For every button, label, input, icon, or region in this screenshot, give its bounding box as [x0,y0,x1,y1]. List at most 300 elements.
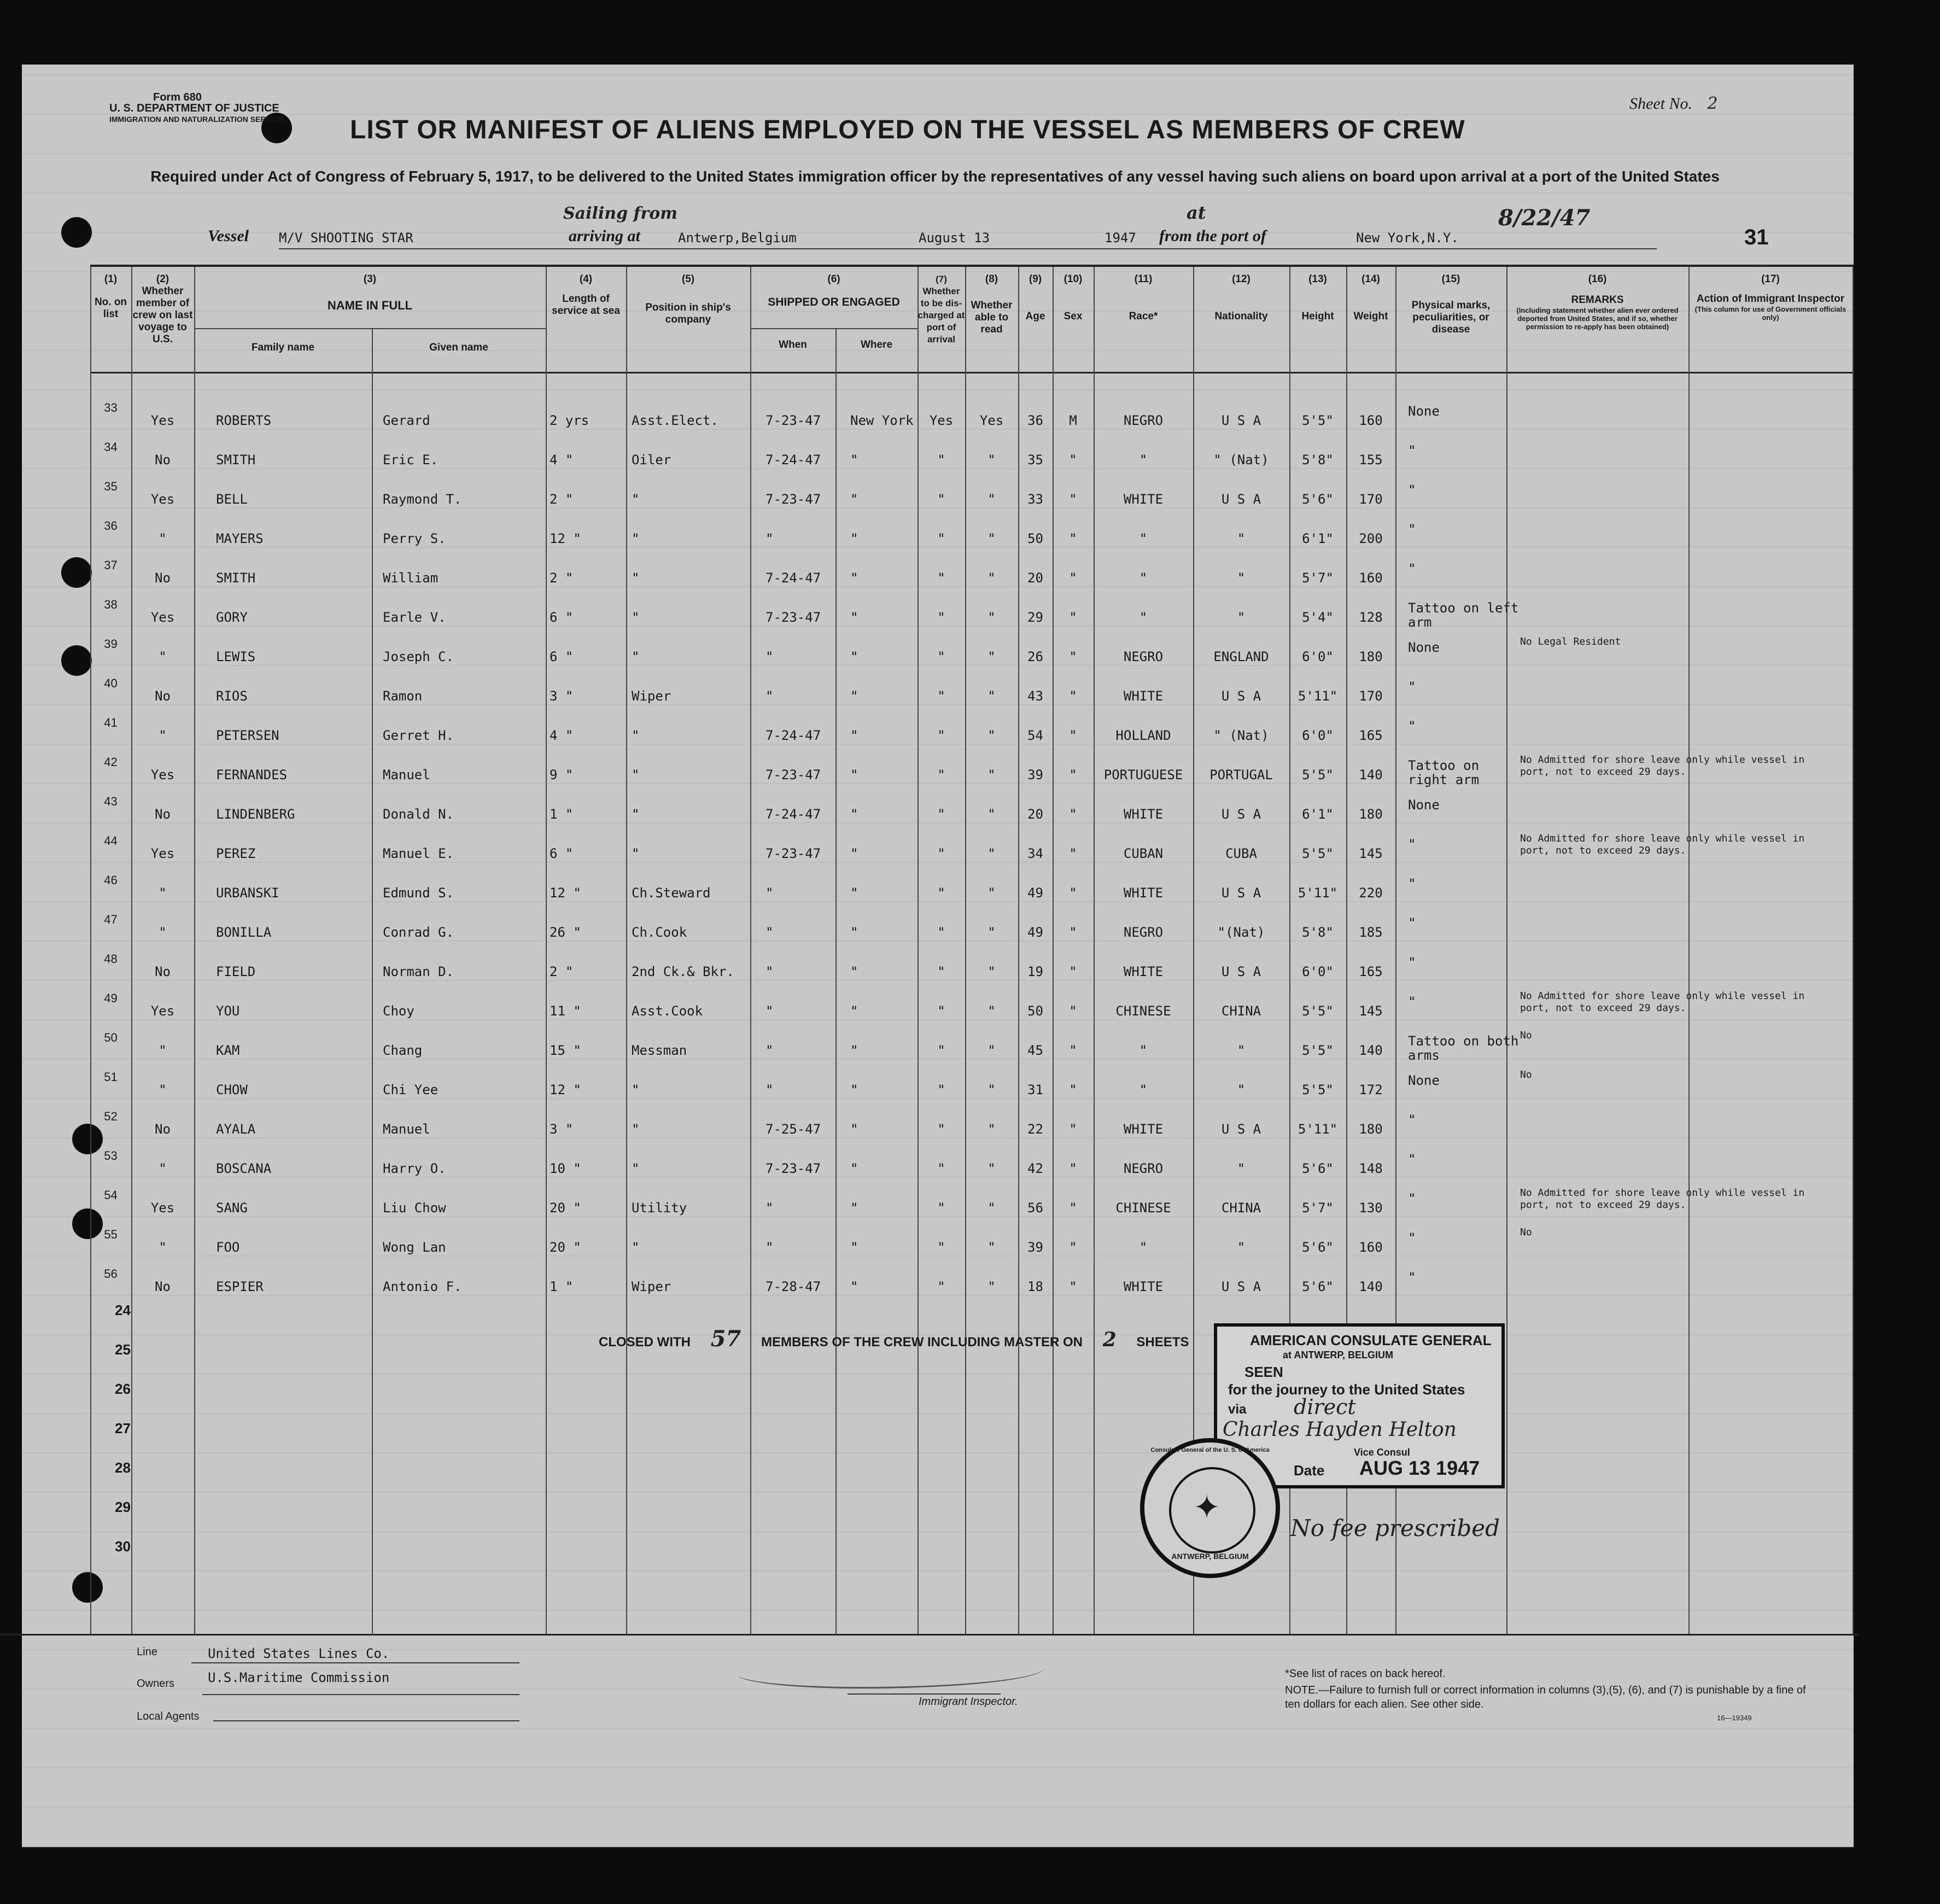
cell-where: " [850,1122,858,1137]
cell-position: " [632,1161,640,1176]
cell-sex: " [1069,570,1077,586]
cell-length: 12 " [550,885,581,901]
table-top-border [90,265,1854,267]
cell-weight: 140 [1359,1043,1383,1058]
cell-family: SANG [216,1200,248,1216]
cell-disch: " [937,531,945,546]
col-header-2 [131,273,194,346]
agents-label: Local Agents [137,1710,200,1722]
cell-height: 6'1" [1302,807,1334,822]
cell-sex: " [1069,492,1077,507]
cell-no: 48 [104,952,118,966]
cell-read: " [987,688,996,704]
cell-given: Earle V. [383,610,446,625]
cell-age: 54 [1027,728,1043,743]
col-header-13 [1289,273,1346,323]
cell-family: ESPIER [216,1279,264,1294]
cell-length: 4 " [550,728,574,743]
cell-marks: " [1408,994,1416,1009]
footer-owners [137,1670,519,1690]
cell-sex: " [1069,531,1077,546]
cell-last: " [159,925,167,940]
department: U. S. DEPARTMENT OF JUSTICE [109,102,279,114]
cell-sex: " [1069,1279,1077,1294]
cell-where: " [850,688,858,704]
cell-nat: " [1237,570,1246,586]
cell-marks: None [1408,1073,1440,1088]
cell-last: " [159,1240,167,1255]
cell-when: 7-24-47 [766,452,821,468]
cell-race: " [1139,531,1148,546]
cell-no: 39 [104,637,118,651]
cell-length: 2 " [550,570,574,586]
cell-family: FOO [216,1240,240,1255]
cell-weight: 200 [1359,531,1383,546]
cell-family: PEREZ [216,846,256,861]
cell-when: 7-25-47 [766,1122,821,1137]
cell-last: No [155,807,171,822]
col-number: (4) [579,273,593,285]
cell-given: Raymond T. [383,492,462,507]
cell-marks: None [1408,640,1440,655]
table-row [90,1066,1854,1105]
cell-read: " [987,767,996,782]
form-number: Form 680 [153,91,202,103]
cell-sex: " [1069,1043,1077,1058]
cell-nat: U S A [1221,688,1261,704]
cell-age: 49 [1027,885,1043,901]
cell-remark: No Admitted for shore leave only while vessel in port, not to exceed 29 days. [1520,833,1805,856]
cell-when: " [766,531,774,546]
col-number: (15) [1441,273,1460,285]
col-header-6 [750,273,918,308]
cell-race: " [1139,1082,1148,1097]
table-row [90,1263,1854,1302]
cell-where: " [850,570,858,586]
cell-marks: " [1408,482,1416,498]
table-row [90,1144,1854,1184]
stamp-line1: AMERICAN CONSULATE GENERAL [1250,1332,1492,1348]
cell-sex: " [1069,452,1077,468]
cell-given: Harry O. [383,1161,446,1176]
cell-nat: " [1237,531,1246,546]
cell-no: 50 [104,1031,118,1044]
cell-last: " [159,728,167,743]
cell-family: SMITH [216,570,256,586]
table-row [90,1026,1854,1066]
cell-read: " [987,610,996,625]
stamp-vice-consul: Vice Consul [1354,1447,1410,1458]
header-weight: Weight [1353,311,1388,322]
cell-where: " [850,885,858,901]
cell-disch: " [937,1279,945,1294]
cell-when: " [766,925,774,940]
sheet-number [1629,94,1718,113]
table-row [90,987,1854,1026]
cell-height: 5'4" [1302,610,1334,625]
cell-read: Yes [979,413,1004,428]
cell-height: 5'8" [1302,925,1334,940]
cell-sex: " [1069,610,1077,625]
col-number: (1) [104,273,118,285]
header-length-service: Length of service at sea [552,293,620,317]
cell-weight: 172 [1359,1082,1383,1097]
cell-height: 5'5" [1302,1043,1334,1058]
stamp-via-value: direct [1294,1395,1356,1419]
stamp-seen: SEEN [1244,1364,1283,1380]
table-row [90,830,1854,869]
cell-age: 35 [1027,452,1043,468]
col-number: (10) [1064,273,1083,285]
cell-no: 53 [104,1149,118,1163]
sheet-label: Sheet No. [1629,95,1692,113]
cell-given: Chang [383,1043,423,1058]
cell-family: GORY [216,610,248,625]
cell-race: CUBAN [1123,846,1164,861]
cell-where: " [850,1003,858,1019]
cell-age: 39 [1027,1240,1043,1255]
cell-given: Chi Yee [383,1082,439,1097]
cell-sex: " [1069,1122,1077,1137]
header-position: Position in ship's company [645,302,731,325]
table-row [90,672,1854,711]
cell-when: " [766,649,774,664]
cell-race: WHITE [1123,885,1164,901]
cell-family: BELL [216,492,248,507]
cell-given: Ramon [383,688,423,704]
cell-race: CHINESE [1115,1200,1171,1216]
cell-read: " [987,1240,996,1255]
empty-row-number: 30 [115,1538,131,1555]
table-row [90,1184,1854,1223]
cell-position: Ch.Cook [632,925,687,940]
cell-given: Joseph C. [383,649,454,664]
col-header-where: Where [860,339,893,351]
cell-position: Asst.Cook [632,1003,703,1019]
cell-disch: " [937,610,945,625]
cell-family: BOSCANA [216,1161,272,1176]
cell-disch: " [937,1003,945,1019]
cell-read: " [987,1200,996,1216]
cell-disch: " [937,1161,945,1176]
cell-age: 50 [1027,531,1043,546]
cell-weight: 180 [1359,649,1383,664]
cell-length: 10 " [550,1161,581,1176]
cell-last: Yes [150,492,175,507]
cell-marks: " [1408,837,1416,852]
cell-length: 20 " [550,1200,581,1216]
cell-remark: No Admitted for shore leave only while vessel in port, not to exceed 29 days. [1520,754,1805,778]
cell-height: 5'6" [1302,1240,1334,1255]
punch-hole [61,557,92,588]
col-header-5 [626,273,750,326]
cell-disch: " [937,1082,945,1097]
cell-family: ROBERTS [216,413,272,428]
cell-family: BONILLA [216,925,272,940]
cell-length: 4 " [550,452,574,468]
cell-remark: No [1520,1030,1532,1041]
owners-label: Owners [137,1678,174,1690]
cell-no: 34 [104,440,118,454]
cell-family: SMITH [216,452,256,468]
cell-sex: " [1069,964,1077,979]
cell-where: " [850,925,858,940]
cell-where: " [850,649,858,664]
cell-height: 5'5" [1302,767,1334,782]
cell-nat: U S A [1221,1122,1261,1137]
cell-weight: 148 [1359,1161,1383,1176]
col-header-10 [1053,273,1094,323]
cell-sex: " [1069,649,1077,664]
vice-consul-signature: Charles Hayden Helton [1223,1418,1457,1441]
cell-nat: PORTUGAL [1209,767,1273,782]
closing-line [599,1326,1189,1352]
cell-read: " [987,807,996,822]
vessel-name: M/V SHOOTING STAR [279,230,413,246]
col-number: (17) [1761,273,1780,285]
cell-given: Gerard [383,413,430,428]
col-header-3 [194,273,546,312]
cell-nat: U S A [1221,885,1261,901]
cell-position: Wiper [632,688,671,704]
cell-weight: 140 [1359,767,1383,782]
header-nationality: Nationality [1214,311,1268,322]
cell-read: " [987,452,996,468]
cell-disch: Yes [929,413,954,428]
cell-length: 11 " [550,1003,581,1019]
col-number: (12) [1232,273,1251,285]
cell-nat: ENGLAND [1213,649,1269,664]
inspector-underline [848,1693,1001,1695]
shipped-subheader-line [750,328,918,329]
cell-remark: No Admitted for shore leave only while vessel in port, not to exceed 29 days. [1520,990,1805,1014]
header-bottom-border [90,372,1854,373]
inspector-label: Immigrant Inspector. [919,1696,1018,1708]
cell-position: " [632,767,640,782]
header-race: Race* [1129,311,1158,322]
cell-race: WHITE [1123,964,1164,979]
cell-given: Wong Lan [383,1240,446,1255]
seal-text-top: Consulate General of the U. S. of America [1150,1447,1270,1453]
cell-disch: " [937,570,945,586]
vessel-label: Vessel [208,227,249,245]
failure-note: NOTE.—Failure to furnish full or correct information in columns (3),(5), (6), and (7) is punishable by a fine of ten dollars for each alien. See other side. [1285,1684,1806,1710]
cell-last: No [155,452,171,468]
cell-length: 2 yrs [550,413,589,428]
cell-age: 31 [1027,1082,1043,1097]
col-header-when: When [779,339,807,351]
cell-length: 6 " [550,610,574,625]
cell-position: Wiper [632,1279,671,1294]
col-header-9 [1018,273,1053,323]
cell-race: " [1139,570,1148,586]
empty-row-number: 29 [115,1499,131,1515]
cell-age: 56 [1027,1200,1043,1216]
cell-no: 55 [104,1228,118,1241]
col-header-family: Family name [251,342,315,353]
cell-disch: " [937,807,945,822]
cell-family: LEWIS [216,649,256,664]
table-row [90,869,1854,908]
cell-when: 7-24-47 [766,570,821,586]
cell-age: 45 [1027,1043,1043,1058]
col-header-16 [1506,273,1688,331]
cell-disch: " [937,767,945,782]
cell-age: 43 [1027,688,1043,704]
cell-age: 50 [1027,1003,1043,1019]
cell-race: WHITE [1123,807,1164,822]
cell-when: 7-23-47 [766,846,821,861]
cell-given: Perry S. [383,531,446,546]
cell-last: " [159,531,167,546]
cell-last: Yes [150,610,175,625]
cell-sex: " [1069,846,1077,861]
cell-sex: " [1069,728,1077,743]
cell-last: Yes [150,413,175,428]
cell-when: 7-23-47 [766,492,821,507]
cell-position: Asst.Elect. [632,413,718,428]
handwritten-date: 8/22/47 [1498,205,1591,231]
cell-height: 6'0" [1302,728,1334,743]
cell-read: " [987,964,996,979]
cell-length: 15 " [550,1043,581,1058]
cell-marks: " [1408,1112,1416,1128]
crew-count: 57 [710,1326,741,1352]
table-bottom-border [0,1634,1859,1636]
col-header-17 [1688,273,1853,322]
cell-disch: " [937,649,945,664]
cell-disch: " [937,964,945,979]
seal-text-bottom: ANTWERP, BELGIUM [1171,1552,1249,1561]
cell-weight: 165 [1359,964,1383,979]
cell-weight: 170 [1359,492,1383,507]
stamp-via-label: via [1228,1402,1247,1417]
cell-position: " [632,728,640,743]
cell-length: 1 " [550,1279,574,1294]
cell-last: Yes [150,846,175,861]
requirement-text: Required under Act of Congress of February 5, 1917, to be delivered to the United States immigration officer by the representatives of any vessel having such aliens on board upon arrival at a port of the United States [150,168,1720,185]
cell-given: Donald N. [383,807,454,822]
cell-height: 5'6" [1302,1279,1334,1294]
cell-no: 33 [104,401,118,414]
cell-length: 6 " [550,846,574,861]
cell-where: " [850,1279,858,1294]
header-age: Age [1025,311,1045,322]
cell-position: " [632,649,640,664]
cell-read: " [987,1043,996,1058]
cell-race: NEGRO [1123,1161,1164,1176]
owners-value: U.S.Maritime Commission [208,1670,390,1685]
form-code: 16—19349 [1717,1714,1752,1722]
cell-where: " [850,610,858,625]
cell-age: 39 [1027,767,1043,782]
name-subheader-line [194,328,546,329]
cell-height: 5'7" [1302,570,1334,586]
cell-nat: " (Nat) [1213,452,1269,468]
cell-position: " [632,846,640,861]
cell-marks: " [1408,1270,1416,1285]
cell-position: " [632,807,640,822]
cell-last: No [155,688,171,704]
table-row [90,1223,1854,1263]
cell-remark: No [1520,1069,1532,1081]
table-row [90,633,1854,672]
cell-where: " [850,767,858,782]
agents-underline [213,1720,519,1721]
col-header-11 [1094,273,1193,323]
cell-given: Conrad G. [383,925,454,940]
cell-read: " [987,1003,996,1019]
cell-sex: " [1069,688,1077,704]
cell-height: 6'0" [1302,649,1334,664]
header-action: Action of Immigrant Inspector [1696,293,1845,305]
cell-read: " [987,531,996,546]
header-remarks-sub: (Including statement whether alien ever ordered deported from United States, and if so, whether permission to re-apply has been obtained) [1516,306,1679,331]
cell-given: Edmund S. [383,885,454,901]
cell-read: " [987,570,996,586]
cell-last: No [155,964,171,979]
cell-race: " [1139,452,1148,468]
cell-position: " [632,531,640,546]
cell-weight: 185 [1359,925,1383,940]
col-number: (3) [363,273,377,285]
cell-where: " [850,728,858,743]
cell-family: KAM [216,1043,240,1058]
cell-height: 5'11" [1298,885,1338,901]
cell-length: 3 " [550,688,574,704]
cell-when: 7-24-47 [766,807,821,822]
cell-nat: "(Nat) [1217,925,1265,940]
cell-marks: Tattoo on left arm [1408,600,1519,630]
table-row [90,908,1854,948]
cell-family: FERNANDES [216,767,288,782]
cell-sex: " [1069,1161,1077,1176]
cell-nat: " [1237,1161,1246,1176]
col-number: (2) [156,273,170,285]
header-member-last-voyage: Whether member of crew on last voyage to U.S. [132,285,193,345]
cell-no: 38 [104,598,118,611]
col-header-7 [918,273,965,346]
cell-given: Eric E. [383,452,439,468]
cell-marks: " [1408,443,1416,458]
cell-where: " [850,846,858,861]
cell-family: AYALA [216,1122,256,1137]
stamp-line2: at ANTWERP, BELGIUM [1283,1350,1394,1360]
cell-marks: " [1408,679,1416,694]
cell-nat: U S A [1221,1279,1261,1294]
consulate-seal [1140,1438,1280,1578]
cell-age: 33 [1027,492,1043,507]
cell-marks: " [1408,1191,1416,1206]
cell-where: " [850,1200,858,1216]
cell-remark: No Admitted for shore leave only while vessel in port, not to exceed 29 days. [1520,1187,1805,1211]
cell-no: 37 [104,558,118,572]
cell-family: CHOW [216,1082,248,1097]
cell-sex: " [1069,1200,1077,1216]
cell-race: NEGRO [1123,649,1164,664]
col-header-8 [965,273,1018,336]
cell-age: 34 [1027,846,1043,861]
cell-last: Yes [150,1200,175,1216]
races-note: *See list of races on back hereof. [1285,1668,1446,1680]
col-number: (16) [1588,273,1607,285]
header-able-read: Whether able to read [971,300,1013,335]
cell-where: " [850,492,858,507]
cell-length: 3 " [550,1122,574,1137]
cell-read: " [987,649,996,664]
cell-weight: 160 [1359,1240,1383,1255]
cell-age: 49 [1027,925,1043,940]
